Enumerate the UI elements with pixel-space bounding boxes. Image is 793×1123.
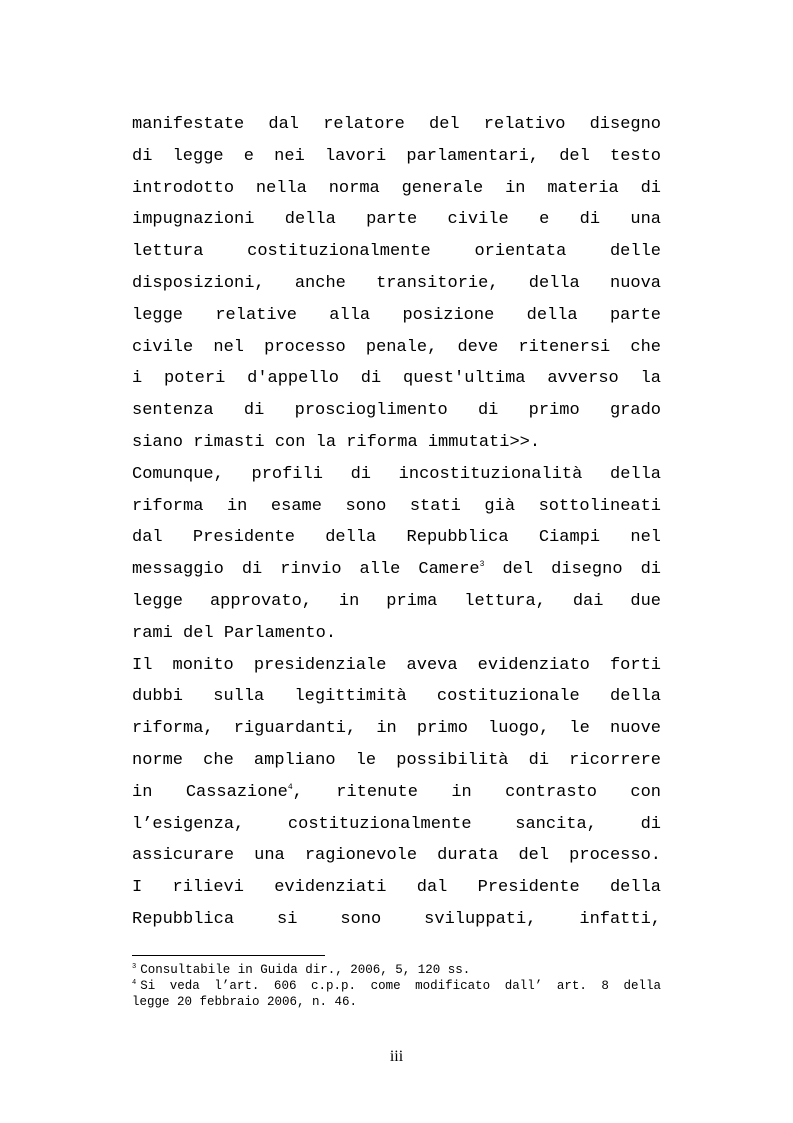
body-line-text: I rilievi evidenziati dal Presidente della [132,878,661,898]
body-line [132,363,661,395]
body-line [132,141,661,173]
body-line-text-continued: , ritenute in contrasto con [292,782,661,802]
body-line-text: l’esigenza, costituzionalmente sancita, di [132,814,661,834]
body-line-text: disposizioni, anche transitorie, della nuova [132,273,661,293]
body-line [132,395,661,427]
body-line [132,204,661,236]
footnote-reference: 3 [479,560,485,570]
body-line-text: messaggio di rinvio alle Camere [132,560,480,580]
body-line [132,332,661,364]
body-line-text: lettura costituzionalmente orientata delle [132,242,661,262]
body-line-text: Il monito presidenziale aveva evidenziato forti [132,655,661,675]
body-line [132,586,661,618]
body-line [132,173,661,205]
footnote-separator [132,955,325,956]
body-line-text: norme che ampliano le possibilità di ricorrere [132,750,661,770]
body-line [132,459,661,491]
body-line-text: manifestate dal relatore del relativo disegno [132,115,661,134]
body-line [132,777,661,809]
body-line-text-continued: del disegno di [484,560,661,580]
footnote-mark: 3 [132,963,137,971]
body-line [132,745,661,777]
footnote-text: legge 20 febbraio 2006, n. 46. [132,995,358,1009]
body-line [132,618,661,650]
body-line [132,713,661,745]
body-line-text: sentenza di proscioglimento di primo grado [132,401,661,421]
body-line-text: i poteri d'appello di quest'ultima avverso la [132,369,661,389]
body-line [132,427,661,459]
footnote-line [132,994,661,1010]
body-line-text: siano rimasti con la riforma immutati>>. [132,432,541,452]
body-line [132,300,661,332]
body-line-text: dubbi sulla legittimità costituzionale della [132,687,661,707]
footnote-text: Consultabile in Guida dir., 2006, 5, 120 ss. [140,963,471,977]
body-text [132,109,661,936]
footnote-line [132,978,661,994]
body-line-text: rami del Parlamento. [132,623,337,643]
body-line [132,650,661,682]
body-line-text: impugnazioni della parte civile e di una [132,210,661,230]
body-line [132,904,661,936]
body-line-text: riforma, riguardanti, in primo luogo, le nuove [132,719,661,739]
body-line-text: assicurare una ragionevole durata del processo. [132,846,661,866]
body-line [132,809,661,841]
body-line [132,681,661,713]
page-number: iii [389,1048,404,1065]
body-line [132,554,661,586]
body-line [132,840,661,872]
footnote-mark: 4 [132,979,137,987]
body-line [132,236,661,268]
body-line-text: dal Presidente della Repubblica Ciampi nel [132,528,661,548]
footnotes [132,962,661,1010]
body-line-text: di legge e nei lavori parlamentari, del testo [132,146,661,166]
body-line [132,109,661,141]
body-line-text: Comunque, profili di incostituzionalità della [132,464,661,484]
footnote-text: Si veda l’art. 606 c.p.p. come modificato dall’ art. 8 della [140,979,661,993]
body-line-text: riforma in esame sono stati già sottolineati [132,496,661,516]
body-line-text: introdotto nella norma generale in materia di [132,178,661,198]
body-line-text: in Cassazione [132,782,288,802]
body-line-text: legge approvato, in prima lettura, dai due [132,591,661,611]
body-line-text: civile nel processo penale, deve ritenersi che [132,337,661,357]
body-line [132,522,661,554]
footnote-line [132,962,661,978]
footnote-reference: 4 [287,782,293,792]
body-line [132,872,661,904]
body-line-text: legge relative alla posizione della parte [132,305,661,325]
body-line [132,491,661,523]
body-line-text: Repubblica si sono sviluppati, infatti, [132,909,661,929]
body-line [132,268,661,300]
